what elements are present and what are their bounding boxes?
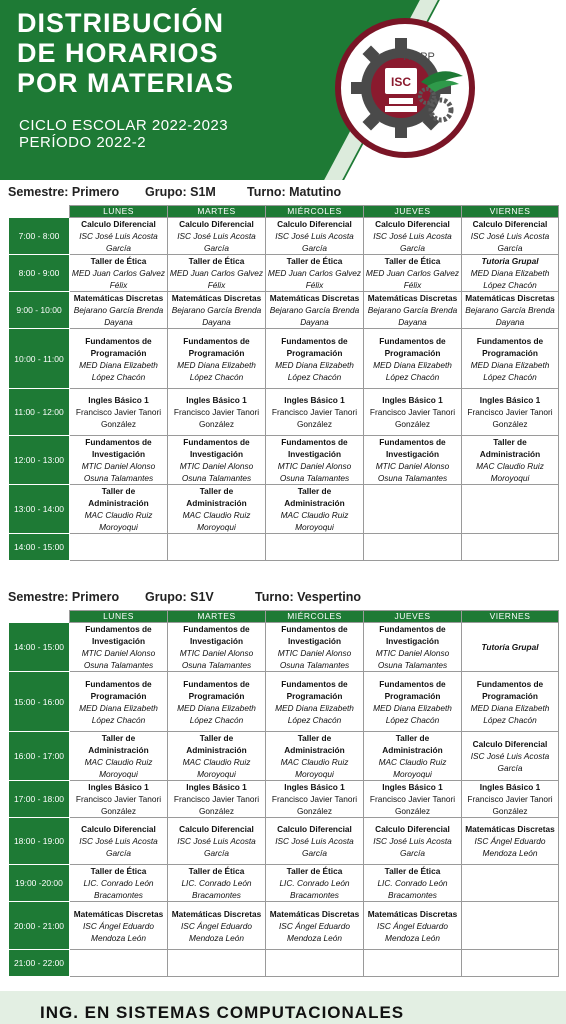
teacher-name: MED Diana Elizabeth López Chacón (470, 702, 550, 725)
class-cell (70, 950, 168, 977)
teacher-name: MAC Claudio Ruiz Moroyoqui (84, 510, 153, 532)
itspp-logo (335, 18, 475, 158)
teacher-name: ISC José Luis Acosta García (177, 836, 256, 858)
class-cell (364, 436, 462, 485)
subject-name: Taller de Administración (479, 437, 541, 459)
teacher-name: MAC Claudio Ruiz Moroyoqui (280, 510, 349, 532)
subject-name: Ingles Básico 1 (479, 782, 541, 792)
class-cell (266, 732, 364, 781)
teacher-name: MTIC Daniel Alonso Osuna Talamantes (375, 648, 450, 670)
semester-label: Semestre: Primero (8, 590, 120, 604)
subject-name: Ingles Básico 1 (186, 395, 247, 405)
time-slot: 9:00 - 10:00 (9, 292, 70, 329)
subject-name: Fundamentos de Investigación (281, 437, 348, 459)
school-cycle: CICLO ESCOLAR 2022-2023 (19, 117, 229, 134)
class-cell (462, 534, 559, 561)
subject-name: Fundamentos de Investigación (85, 437, 152, 459)
teacher-name: ISC Ángel Eduardo Mendoza León (474, 836, 546, 858)
subject-name: Fundamentos de Investigación (85, 624, 152, 646)
teacher-name: MED Diana Elizabeth López Chacón (275, 702, 354, 725)
corner-cell (9, 206, 70, 218)
subject-name: Fundamentos de Programación (281, 335, 348, 358)
subject-name: Matemáticas Discretas (269, 293, 360, 303)
teacher-name: ISC José Luis Acosta García (79, 836, 158, 858)
teacher-name: LIC. Conrado León Bracamontes (279, 878, 350, 900)
day-header: LUNES (70, 206, 168, 218)
class-cell (70, 292, 168, 329)
subject-name: Ingles Básico 1 (382, 395, 443, 405)
subject-name: Ingles Básico 1 (186, 782, 247, 792)
class-cell (364, 902, 462, 950)
class-cell (462, 255, 559, 292)
time-slot: 12:00 - 13:00 (9, 436, 70, 485)
subject-name: Calculo Diferencial (277, 824, 352, 834)
subject-name: Calculo Diferencial (81, 219, 156, 229)
time-slot: 16:00 - 17:00 (9, 732, 70, 781)
class-cell (168, 865, 266, 902)
time-row (9, 902, 559, 950)
subject-name: Calculo Diferencial (179, 824, 254, 834)
teacher-name: Bejarano García Brenda Dayana (367, 305, 458, 327)
class-cell (168, 902, 266, 950)
class-cell (168, 485, 266, 534)
time-slot: 7:00 - 8:00 (9, 218, 70, 255)
subject-name: Taller de Ética (90, 866, 147, 876)
subject-name: Tutoría Grupal (481, 642, 539, 652)
teacher-name: MED Diana Elizabeth López Chacón (373, 359, 452, 382)
teacher-name: ISC José Luis Acosta García (470, 751, 550, 773)
class-cell (364, 389, 462, 436)
class-cell (266, 950, 364, 977)
teacher-name: Francisco Javier Tanori González (467, 407, 553, 429)
time-row (9, 534, 559, 561)
time-row (9, 255, 559, 292)
class-cell (266, 436, 364, 485)
teacher-name: MED Diana Elizabeth López Chacón (470, 268, 550, 290)
subject-name: Fundamentos de Programación (476, 678, 544, 701)
teacher-name: Francisco Javier Tanori González (467, 794, 553, 816)
class-cell (168, 534, 266, 561)
class-cell (168, 329, 266, 389)
teacher-name: LIC. Conrado León Bracamontes (83, 878, 154, 900)
time-slot: 11:00 - 12:00 (9, 389, 70, 436)
class-cell (70, 818, 168, 865)
subject-name: Fundamentos de Programación (281, 678, 348, 701)
class-cell (364, 818, 462, 865)
cycle-info (19, 117, 228, 151)
class-cell (462, 865, 559, 902)
class-cell (266, 818, 364, 865)
teacher-name: MTIC Daniel Alonso Osuna Talamantes (277, 461, 352, 483)
class-cell (364, 950, 462, 977)
teacher-name: LIC. Conrado León Bracamontes (377, 878, 448, 900)
class-cell (462, 902, 559, 950)
time-row (9, 781, 559, 818)
subject-name: Ingles Básico 1 (88, 782, 149, 792)
time-row (9, 218, 559, 255)
class-cell (364, 623, 462, 672)
class-cell (462, 389, 559, 436)
corner-cell (9, 611, 70, 623)
class-cell (168, 255, 266, 292)
subject-name: Fundamentos de Programación (85, 335, 152, 358)
class-cell (266, 902, 364, 950)
subject-name: Fundamentos de Programación (183, 678, 250, 701)
day-header: VIERNES (462, 206, 559, 218)
teacher-name: MED Juan Carlos Galvez Félix (365, 268, 460, 290)
subject-name: Matemáticas Discretas (73, 908, 164, 919)
teacher-name: MAC Claudio Ruiz Moroyoqui (280, 757, 349, 779)
subject-name: Calculo Diferencial (179, 219, 254, 229)
class-cell (168, 389, 266, 436)
class-cell (462, 818, 559, 865)
subject-name: Tutoria Grupal (481, 256, 539, 266)
class-cell (266, 534, 364, 561)
class-cell (364, 865, 462, 902)
schedule-table-morning (8, 205, 559, 561)
subject-name: Ingles Básico 1 (284, 395, 345, 405)
teacher-name: MAC Claudio Ruiz Moroyoqui (182, 757, 251, 779)
time-row (9, 485, 559, 534)
teacher-name: MED Diana Elizabeth López Chacón (275, 359, 354, 382)
teacher-name: Francisco Javier Tanori González (369, 794, 456, 816)
time-slot: 21:00 - 22:00 (9, 950, 70, 977)
class-cell (70, 623, 168, 672)
logo-text: ITSPP (403, 51, 435, 63)
time-slot: 13:00 - 14:00 (9, 485, 70, 534)
subject-name: Taller de Ética (90, 256, 147, 266)
time-slot: 18:00 - 19:00 (9, 818, 70, 865)
teacher-name: Francisco Javier Tanori González (75, 407, 162, 429)
subject-name: Fundamentos de Investigación (183, 624, 250, 646)
class-cell (462, 485, 559, 534)
class-cell (364, 534, 462, 561)
class-cell (364, 781, 462, 818)
teacher-name: ISC José Luis Acosta García (373, 836, 452, 858)
subject-name: Fundamentos de Investigación (379, 437, 446, 459)
title-line-1: DISTRIBUCIÓN (17, 8, 224, 38)
subject-name: Ingles Básico 1 (479, 395, 541, 405)
time-row (9, 389, 559, 436)
class-cell (168, 818, 266, 865)
class-cell (462, 436, 559, 485)
subject-name: Taller de Ética (384, 866, 441, 876)
class-cell (168, 732, 266, 781)
class-cell (266, 329, 364, 389)
subject-name: Fundamentos de Programación (379, 678, 446, 701)
page-title (17, 8, 234, 98)
subject-name: Matemáticas Discretas (465, 293, 555, 303)
day-header-row (9, 611, 559, 623)
time-slot: 15:00 - 16:00 (9, 672, 70, 732)
day-header: MIÉRCOLES (266, 206, 364, 218)
teacher-name: MTIC Daniel Alonso Osuna Talamantes (277, 648, 352, 670)
teacher-name: MAC Claudio Ruiz Moroyoqui (182, 510, 251, 532)
subject-name: Taller de Ética (286, 256, 343, 266)
time-row (9, 865, 559, 902)
subject-name: Taller de Ética (188, 256, 245, 266)
subject-name: Matemáticas Discretas (171, 293, 262, 303)
teacher-name: ISC Ángel Eduardo Mendoza León (376, 920, 449, 943)
day-header: JUEVES (364, 206, 462, 218)
teacher-name: MED Diana Elizabeth López Chacón (79, 702, 158, 725)
title-line-2: DE HORARIOS (17, 38, 219, 68)
teacher-name: ISC José Luis Acosta García (275, 836, 354, 858)
class-cell (364, 255, 462, 292)
subject-name: Matemáticas Discretas (367, 293, 458, 303)
teacher-name: LIC. Conrado León Bracamontes (181, 878, 252, 900)
time-row (9, 436, 559, 485)
class-cell (168, 672, 266, 732)
day-header: MARTES (168, 611, 266, 623)
class-cell (168, 218, 266, 255)
teacher-name: Bejarano García Brenda Dayana (73, 305, 164, 327)
class-cell (70, 218, 168, 255)
class-cell (266, 389, 364, 436)
teacher-name: ISC José Luis Acosta García (177, 231, 256, 253)
teacher-name: MED Diana Elizabeth López Chacón (470, 359, 550, 382)
teacher-name: MED Diana Elizabeth López Chacón (79, 359, 158, 382)
class-cell (266, 218, 364, 255)
teacher-name: ISC José Luis Acosta García (373, 231, 452, 253)
teacher-name: Bejarano García Brenda Dayana (269, 305, 360, 327)
subject-name: Taller de Administración (88, 733, 149, 755)
class-cell (70, 672, 168, 732)
teacher-name: Francisco Javier Tanori González (271, 794, 358, 816)
class-cell (70, 255, 168, 292)
subject-name: Calculo Diferencial (375, 219, 450, 229)
shift-label: Turno: Vespertino (255, 590, 362, 604)
subject-name: Ingles Básico 1 (382, 782, 443, 792)
subject-name: Fundamentos de Programación (183, 335, 250, 358)
subject-name: Matemáticas Discretas (171, 908, 262, 919)
class-cell (364, 218, 462, 255)
time-row (9, 623, 559, 672)
subject-name: Taller de Administración (284, 486, 345, 508)
shift-label: Turno: Matutino (247, 185, 342, 199)
teacher-name: MTIC Daniel Alonso Osuna Talamantes (179, 648, 254, 670)
teacher-name: MED Diana Elizabeth López Chacón (177, 702, 256, 725)
subject-name: Calculo Diferencial (375, 824, 450, 834)
subject-name: Matemáticas Discretas (465, 824, 555, 834)
time-row (9, 672, 559, 732)
semester-label: Semestre: Primero (8, 185, 120, 199)
teacher-name: MED Diana Elizabeth López Chacón (373, 702, 452, 725)
subject-name: Taller de Ética (286, 866, 343, 876)
class-cell (266, 865, 364, 902)
subject-name: Taller de Administración (88, 486, 149, 508)
teacher-name: ISC Ángel Eduardo Mendoza León (82, 920, 155, 943)
teacher-name: Francisco Javier Tanori González (75, 794, 162, 816)
class-cell (266, 781, 364, 818)
teacher-name: MED Diana Elizabeth López Chacón (177, 359, 256, 382)
class-cell (70, 389, 168, 436)
subject-name: Fundamentos de Investigación (183, 437, 250, 459)
subject-name: Ingles Básico 1 (284, 782, 345, 792)
subject-name: Matemáticas Discretas (73, 293, 164, 303)
teacher-name: Francisco Javier Tanori González (271, 407, 358, 429)
class-cell (266, 672, 364, 732)
time-row (9, 292, 559, 329)
class-cell (168, 436, 266, 485)
class-cell (70, 732, 168, 781)
class-cell (364, 485, 462, 534)
subject-name: Taller de Administración (186, 733, 247, 755)
class-cell (266, 485, 364, 534)
teacher-name: MED Juan Carlos Galvez Félix (267, 268, 362, 290)
day-header: MIÉRCOLES (266, 611, 364, 623)
title-line-3: POR MATERIAS (17, 68, 235, 98)
subject-name: Fundamentos de Investigación (379, 624, 446, 646)
time-row (9, 732, 559, 781)
class-cell (462, 950, 559, 977)
class-cell (266, 623, 364, 672)
teacher-name: ISC José Luis Acosta García (79, 231, 158, 253)
time-slot: 14:00 - 15:00 (9, 623, 70, 672)
subject-name: Calculo Diferencial (472, 739, 548, 749)
gear-logo-icon (341, 24, 469, 152)
class-cell (266, 255, 364, 292)
teacher-name: Francisco Javier Tanori González (173, 794, 260, 816)
subject-name: Fundamentos de Programación (85, 678, 152, 701)
class-cell (168, 950, 266, 977)
time-slot: 17:00 - 18:00 (9, 781, 70, 818)
subject-name: Calculo Diferencial (277, 219, 352, 229)
day-header: JUEVES (364, 611, 462, 623)
class-cell (70, 436, 168, 485)
subject-name: Taller de Administración (382, 733, 443, 755)
class-cell (70, 902, 168, 950)
class-cell (364, 329, 462, 389)
teacher-name: MTIC Daniel Alonso Osuna Talamantes (179, 461, 254, 483)
class-cell (168, 292, 266, 329)
subject-name: Matemáticas Discretas (269, 908, 360, 919)
time-row (9, 950, 559, 977)
class-cell (462, 732, 559, 781)
class-cell (462, 672, 559, 732)
teacher-name: MTIC Daniel Alonso Osuna Talamantes (81, 648, 156, 670)
teacher-name: MAC Claudio Ruiz Moroyoqui (476, 461, 544, 483)
class-cell (364, 732, 462, 781)
header-banner (0, 0, 566, 180)
teacher-name: Bejarano García Brenda Dayana (465, 305, 555, 327)
time-row (9, 329, 559, 389)
class-cell (462, 218, 559, 255)
teacher-name: Bejarano García Brenda Dayana (171, 305, 262, 327)
time-slot: 10:00 - 11:00 (9, 329, 70, 389)
schedule-table-afternoon (8, 610, 559, 977)
class-cell (168, 623, 266, 672)
group-label: Grupo: S1V (145, 590, 214, 604)
school-period: PERÍODO 2022-2 (19, 134, 147, 151)
teacher-name: ISC Ángel Eduardo Mendoza León (180, 920, 253, 943)
class-cell (266, 292, 364, 329)
logo-badge-text: ISC (390, 75, 412, 89)
subject-name: Taller de Ética (188, 866, 245, 876)
class-cell (462, 329, 559, 389)
teacher-name: MTIC Daniel Alonso Osuna Talamantes (375, 461, 450, 483)
group-label: Grupo: S1M (145, 185, 216, 199)
class-cell (70, 485, 168, 534)
footer-title: ING. EN SISTEMAS COMPUTACIONALES (40, 1003, 405, 1022)
time-slot: 8:00 - 9:00 (9, 255, 70, 292)
subject-name: Fundamentos de Programación (476, 335, 544, 358)
time-row (9, 818, 559, 865)
teacher-name: MED Juan Carlos Galvez Félix (169, 268, 264, 290)
teacher-name: MAC Claudio Ruiz Moroyoqui (378, 757, 447, 779)
subject-name: Calculo Diferencial (81, 824, 156, 834)
day-header: MARTES (168, 206, 266, 218)
teacher-name: ISC José Luis Acosta García (275, 231, 354, 253)
subject-name: Taller de Administración (284, 733, 345, 755)
teacher-name: MED Juan Carlos Galvez Félix (71, 268, 166, 290)
teacher-name: ISC José Luis Acosta García (470, 231, 550, 253)
subject-name: Fundamentos de Programación (379, 335, 446, 358)
day-header-row (9, 206, 559, 218)
class-cell (364, 672, 462, 732)
time-slot: 20:00 - 21:00 (9, 902, 70, 950)
class-cell (462, 292, 559, 329)
day-header: VIERNES (462, 611, 559, 623)
subject-name: Fundamentos de Investigación (281, 624, 348, 646)
class-cell (70, 534, 168, 561)
teacher-name: ISC Ángel Eduardo Mendoza León (278, 920, 351, 943)
teacher-name: MAC Claudio Ruiz Moroyoqui (84, 757, 153, 779)
class-cell (168, 781, 266, 818)
class-cell (462, 623, 559, 672)
class-cell (462, 781, 559, 818)
class-cell (70, 781, 168, 818)
class-cell (364, 292, 462, 329)
class-cell (70, 329, 168, 389)
teacher-name: Francisco Javier Tanori González (173, 407, 260, 429)
teacher-name: MTIC Daniel Alonso Osuna Talamantes (81, 461, 156, 483)
time-slot: 14:00 - 15:00 (9, 534, 70, 561)
day-header: LUNES (70, 611, 168, 623)
subject-name: Taller de Ética (384, 256, 441, 266)
subject-name: Matemáticas Discretas (367, 908, 458, 919)
time-slot: 19:00 -20:00 (9, 865, 70, 902)
teacher-name: Francisco Javier Tanori González (369, 407, 456, 429)
subject-name: Ingles Básico 1 (88, 395, 149, 405)
subject-name: Calculo Diferencial (472, 219, 548, 229)
subject-name: Taller de Administración (186, 486, 247, 508)
class-cell (70, 865, 168, 902)
